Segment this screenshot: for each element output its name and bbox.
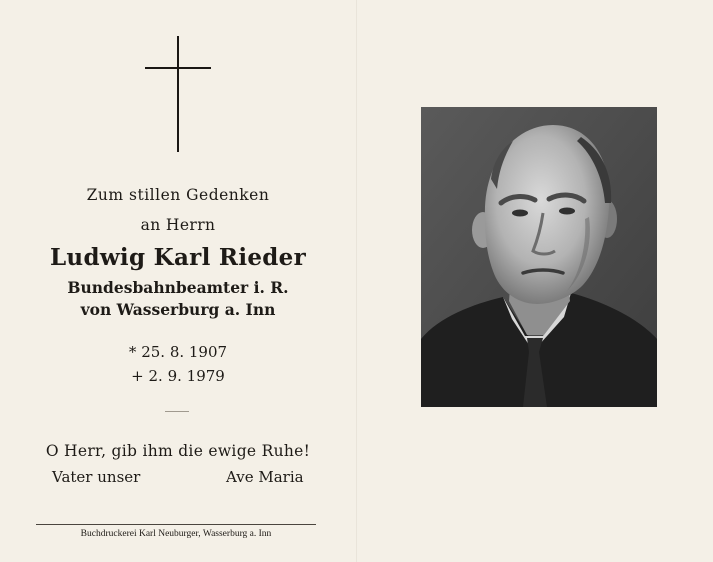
birth-date: * 25. 8. 1907: [128, 343, 228, 361]
deceased-name: Ludwig Karl Rieder: [49, 244, 307, 271]
death-date: + 2. 9. 1979: [131, 367, 225, 385]
divider: [165, 411, 189, 412]
occupation-text: Bundesbahnbeamter i. R.: [67, 278, 289, 297]
prayer-right-text: Ave Maria: [226, 468, 304, 486]
portrait-photo: [421, 107, 657, 407]
portrait-image: [421, 107, 657, 407]
footer-divider: [36, 524, 316, 525]
origin-text: von Wasserburg a. Inn: [80, 300, 276, 319]
cross-icon: [145, 36, 213, 154]
intro-text: Zum stillen Gedenken: [86, 186, 270, 204]
card-fold: [356, 0, 358, 562]
prayer-text: O Herr, gib ihm die ewige Ruhe!: [45, 442, 311, 460]
salutation-text: an Herrn: [140, 216, 216, 234]
printer-credit: Buchdruckerei Karl Neuburger, Wasserburg a. Inn: [80, 529, 272, 539]
prayer-left-text: Vater unser: [52, 468, 141, 486]
